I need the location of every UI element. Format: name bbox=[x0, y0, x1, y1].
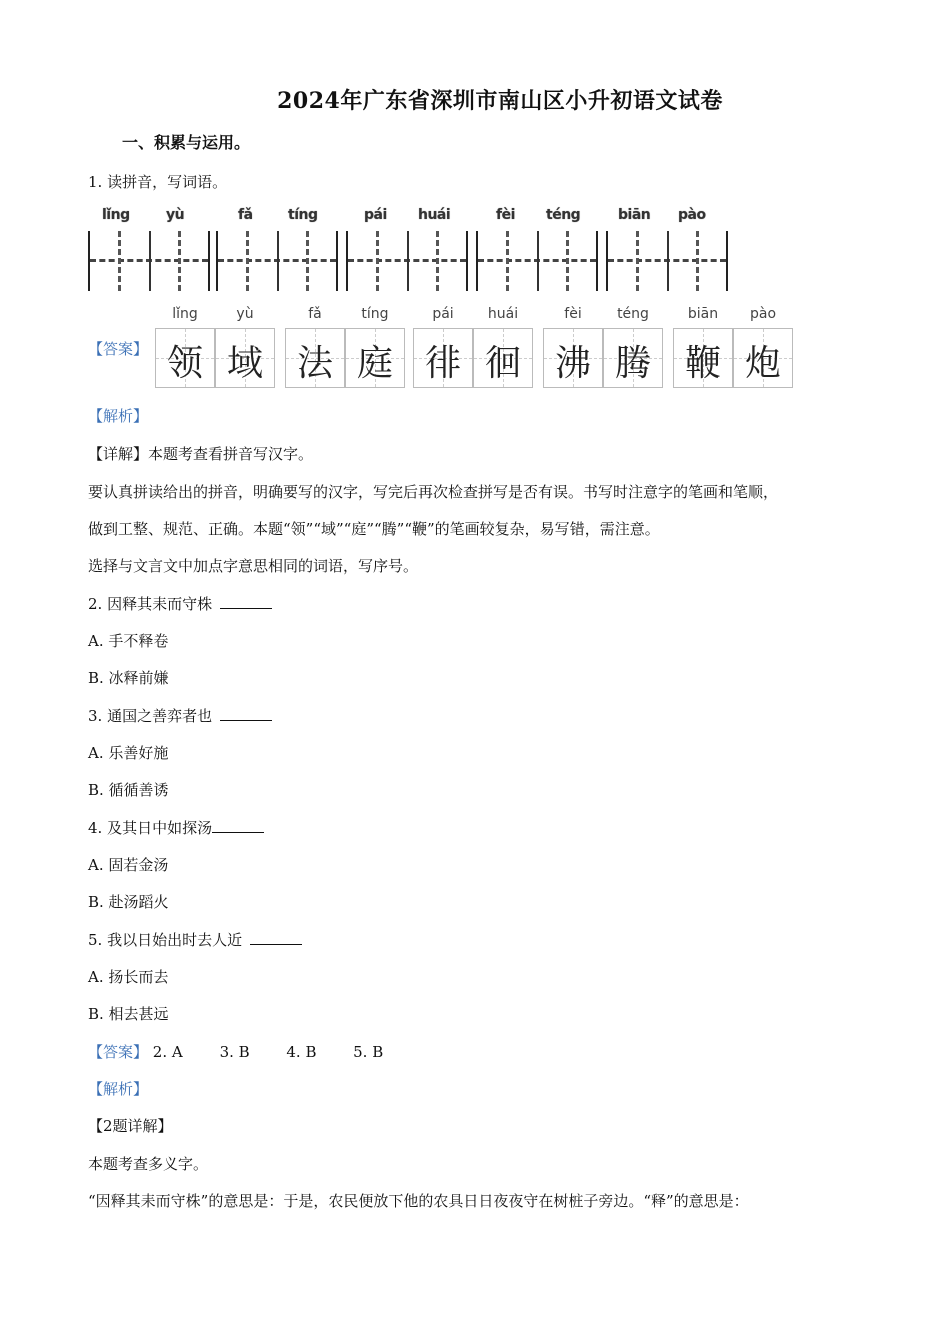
writing-box bbox=[606, 231, 728, 291]
section-heading: 一、积累与运用。 bbox=[122, 133, 251, 152]
answer-pinyin: fǎ bbox=[308, 306, 322, 322]
analysis-paragraph: 本题考查多义字。 bbox=[88, 1155, 209, 1173]
question-pinyin: pái bbox=[364, 207, 387, 223]
question-pinyin: pào bbox=[678, 207, 706, 223]
answer-char: 徊 bbox=[484, 343, 521, 384]
option-a: A. 乐善好施 bbox=[88, 744, 169, 762]
option-b: B. 循循善诱 bbox=[88, 781, 169, 799]
answer-blank[interactable] bbox=[220, 594, 272, 609]
answer-label: 【答案】 bbox=[88, 340, 149, 358]
question-pinyin: fǎ bbox=[238, 207, 253, 223]
option-a: A. 固若金汤 bbox=[88, 856, 169, 874]
answer-pinyin: tíng bbox=[361, 306, 389, 322]
answer-pinyin: téng bbox=[617, 306, 649, 322]
answer-item: 2. A bbox=[152, 1043, 183, 1061]
analysis-paragraph: 要认真拼读给出的拼音，明确要写的汉字，写完后再次检查拼写是否有误。书写时注意字的笔画和笔顺， bbox=[88, 483, 779, 501]
answer-char-box bbox=[473, 328, 533, 388]
answer-grid bbox=[155, 304, 795, 390]
answer-char-box bbox=[345, 328, 405, 388]
instruction-text: 选择与文言文中加点字意思相同的词语，写序号。 bbox=[88, 557, 419, 575]
question-text: 4. 及其日中如探汤 bbox=[88, 819, 213, 837]
answer-char: 鞭 bbox=[684, 343, 721, 384]
answer-char: 法 bbox=[296, 343, 333, 384]
answer-char: 腾 bbox=[614, 343, 651, 384]
question-text: 2. 因释其耒而守株 bbox=[88, 595, 213, 613]
answer-pinyin: yù bbox=[236, 306, 254, 322]
answer-char-box bbox=[603, 328, 663, 388]
answer-item: 3. B bbox=[219, 1043, 250, 1061]
option-a: A. 手不释卷 bbox=[88, 632, 169, 650]
question-2 bbox=[88, 593, 272, 614]
answer-pinyin: huái bbox=[487, 306, 519, 322]
option-b: B. 相去甚远 bbox=[88, 1005, 169, 1023]
answer-blank[interactable] bbox=[212, 818, 264, 833]
detail-label: 【详解】 bbox=[88, 445, 149, 463]
answer-row bbox=[88, 1041, 383, 1062]
detail-text: 本题考查看拼音写汉字。 bbox=[148, 445, 314, 463]
page-title: 2024年广东省深圳市南山区小升初语文试卷 bbox=[277, 88, 723, 114]
answer-pinyin: pào bbox=[749, 306, 777, 322]
question-pinyin: yù bbox=[166, 207, 185, 223]
answer-char: 沸 bbox=[554, 343, 591, 384]
option-a: A. 扬长而去 bbox=[88, 968, 169, 986]
question-text: 5. 我以日始出时去人近 bbox=[88, 931, 243, 949]
analysis-paragraph: “因释其耒而守株”的意思是：于是，农民便放下他的农具日日夜夜守在树桩子旁边。“释”的意思是： bbox=[88, 1192, 749, 1210]
answer-blank[interactable] bbox=[220, 706, 272, 721]
question-4 bbox=[88, 817, 264, 838]
answer-char-box bbox=[413, 328, 473, 388]
answer-char: 徘 bbox=[424, 343, 461, 384]
question-text: 3. 通国之善弈者也 bbox=[88, 707, 213, 725]
question-pinyin: biān bbox=[618, 207, 651, 223]
question-5 bbox=[88, 929, 302, 950]
answer-char: 庭 bbox=[356, 343, 393, 384]
detail-line bbox=[88, 443, 313, 464]
writing-box bbox=[216, 231, 338, 291]
writing-box bbox=[88, 231, 210, 291]
question-pinyin: tíng bbox=[288, 207, 318, 223]
question-pinyin: huái bbox=[418, 207, 451, 223]
question-pinyin: téng bbox=[546, 207, 581, 223]
option-b: B. 赴汤蹈火 bbox=[88, 893, 169, 911]
question-pinyin: lǐng bbox=[102, 207, 130, 223]
answer-char: 领 bbox=[166, 343, 203, 384]
answer-char: 域 bbox=[226, 343, 263, 384]
writing-box bbox=[346, 231, 468, 291]
answer-label: 【答案】 bbox=[88, 1043, 149, 1061]
analysis-label: 【解析】 bbox=[88, 1080, 149, 1098]
analysis-paragraph: 做到工整、规范、正确。本题“领”“域”“庭”“腾”“鞭”的笔画较复杂，易写错，需注意。 bbox=[88, 520, 660, 538]
answer-blank[interactable] bbox=[250, 930, 302, 945]
answer-char-box bbox=[155, 328, 215, 388]
sub-analysis-label: 【2题详解】 bbox=[88, 1117, 173, 1135]
option-b: B. 冰释前嫌 bbox=[88, 669, 169, 687]
answer-char: 炮 bbox=[744, 343, 781, 384]
answer-pinyin: pái bbox=[432, 306, 454, 322]
answer-char-box bbox=[733, 328, 793, 388]
answer-char-box bbox=[543, 328, 603, 388]
answer-char-box bbox=[215, 328, 275, 388]
answer-pinyin: lǐng bbox=[172, 306, 198, 322]
writing-box bbox=[476, 231, 598, 291]
answer-item: 4. B bbox=[286, 1043, 317, 1061]
question-3 bbox=[88, 705, 272, 726]
answer-char-box bbox=[285, 328, 345, 388]
question-1-prompt: 1. 读拼音，写词语。 bbox=[88, 173, 228, 191]
answer-char-box bbox=[673, 328, 733, 388]
answer-pinyin: fèi bbox=[564, 306, 582, 322]
answer-pinyin: biān bbox=[687, 306, 719, 322]
question-pinyin: fèi bbox=[496, 207, 515, 223]
question-pinyin-grid bbox=[88, 207, 728, 291]
answer-item: 5. B bbox=[353, 1043, 384, 1061]
analysis-label: 【解析】 bbox=[88, 407, 149, 425]
